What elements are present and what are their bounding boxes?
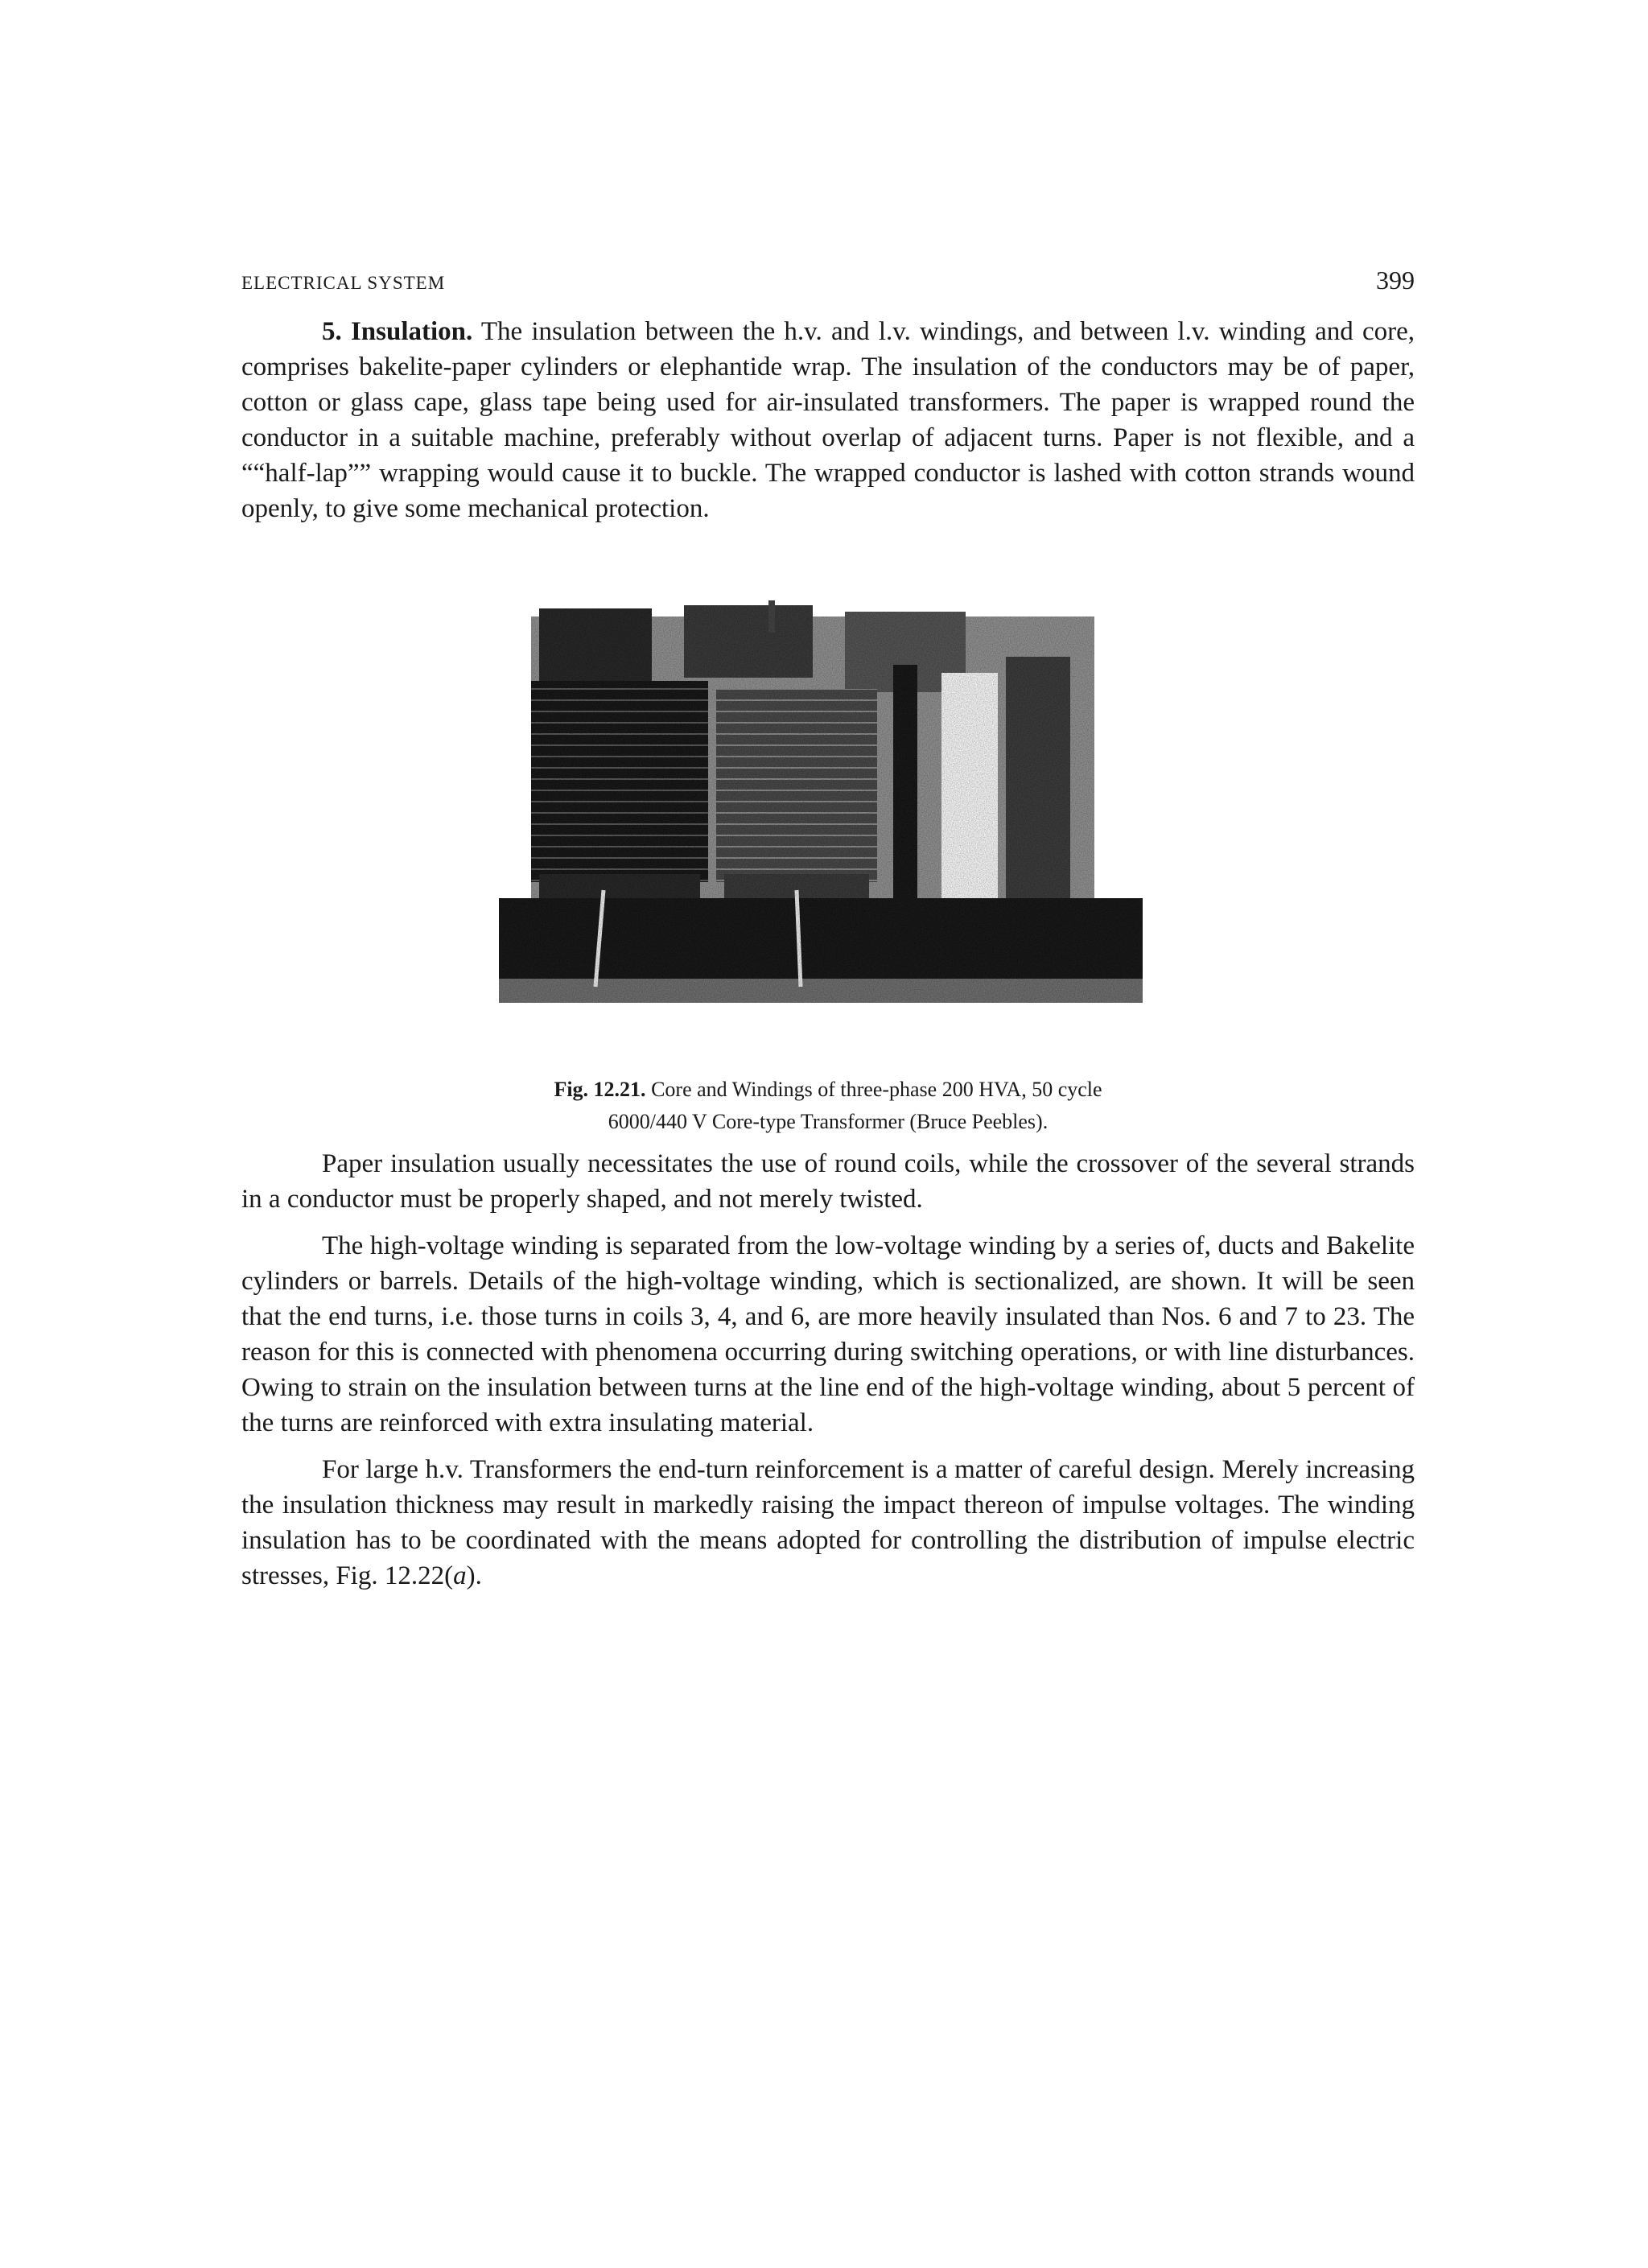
section-heading: 5. Insulation.: [322, 317, 473, 346]
end-turn-reinforcement-paragraph: [241, 1452, 1415, 1594]
caption-line-2: 6000/440 V Core-type Transformer (Bruce Peebles).: [608, 1110, 1049, 1133]
high-voltage-winding-paragraph: The high-voltage winding is separated from the low-voltage winding by a series of, ducts and Bakelite cylinders or barrels. Details of the high-voltage winding, which is sectionalized, are shown. It will be seen that the end turns, i.e. those turns in coils 3, 4, and 6, are more heavily insulated than Nos. 6 and 7 to 23. The reason for this is connected with phenomena occurring during switching operations, or with line disturbances. Owing to strain on the insulation between turns at the line end of the high-voltage winding, about 5 percent of the turns are reinforced with extra insulating material.: [241, 1231, 1415, 1437]
page-number: 399: [1376, 266, 1415, 295]
running-title: ELECTRICAL SYSTEM: [241, 273, 446, 293]
paragraph-4-italic: a: [453, 1561, 467, 1590]
paragraph-4-end: ).: [466, 1561, 482, 1590]
transformer-photo: [491, 600, 1151, 1035]
figure-12-21: [241, 542, 1415, 1058]
paper-insulation-paragraph: Paper insulation usually necessitates the use of round coils, while the crossover of the several strands in a conductor must be properly shaped, and not merely twisted.: [241, 1149, 1415, 1214]
figure-caption: [241, 1074, 1415, 1138]
insulation-paragraph-text: The insulation between the h.v. and l.v. windings, and between l.v. winding and core, comprises bakelite-paper cylinders or elephantide wrap. The insulation of the conductors may be of paper, cotton or glass cape, glass tape being used for air-insulated transformers. The paper is wrapped round the conductor in a suitable machine, preferably without overlap of adjacent turns. Paper is not flexible, and a ““half-lap”” wrapping would cause it to buckle. The wrapped conductor is lashed with cotton strands wound openly, to give some mechanical protection.: [241, 317, 1415, 523]
figure-label: Fig. 12.21.: [554, 1078, 646, 1101]
paragraph-4-main: For large h.v. Transformers the end-turn reinforcement is a matter of careful design. Merely increasing the insulation thickness may result in markedly raising the impact thereon of impulse voltages. The winding insulation has to be coordinated with the means adopted for controlling the distribution of impulse electric stresses, Fig. 12.22(: [241, 1455, 1415, 1590]
running-head: [241, 266, 1415, 314]
insulation-paragraph: [241, 314, 1415, 526]
caption-text-1: Core and Windings of three-phase 200 HVA, 50 cycle: [645, 1078, 1102, 1101]
caption-line-1: [241, 1074, 1415, 1106]
document-page: [241, 266, 1415, 1594]
